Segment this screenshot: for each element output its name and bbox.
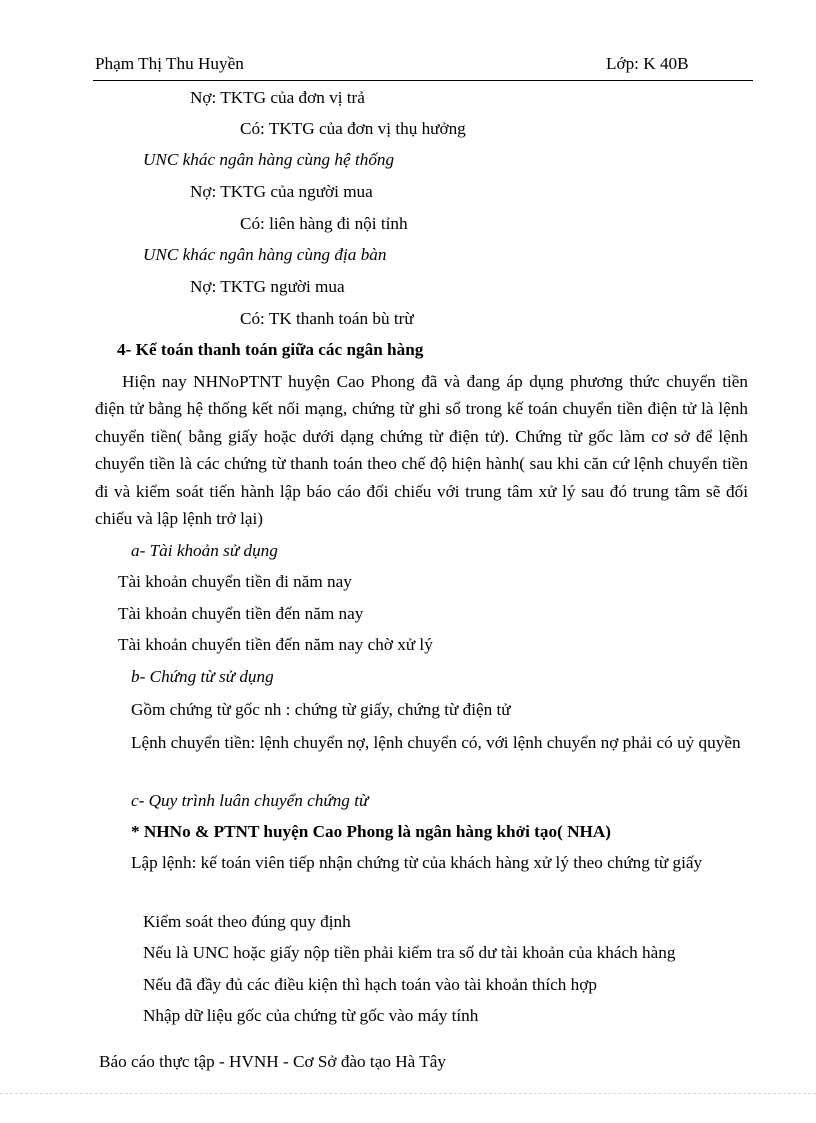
section-heading-4: 4- Kế toán thanh toán giữa các ngân hàng — [117, 340, 424, 359]
paragraph-transfer-orders: Lệnh chuyển tiền: lệnh chuyển nợ, lệnh chuyển có, với lệnh chuyển nợ phải có uỷ quyền — [131, 733, 741, 752]
subheading-b-documents: b- Chứng từ sử dụng — [131, 667, 274, 686]
step-post-account: Nếu đã đầy đủ các điều kiện thì hạch toán vào tài khoản thích hợp — [143, 975, 597, 994]
subheading-c-workflow: c- Quy trình luân chuyển chứng từ — [131, 791, 369, 810]
paragraph-transfer-method: Hiện nay NHNoPTNT huyện Cao Phong đã và đang áp dụng phương thức chuyển tiền điện tử bằng hệ thống kết nối mạng, chứng từ ghi sổ trong kế toán chuyển tiền điện tử là lệnh chuyển tiền( bằng giấy hoặc dưới dạng chứng từ điện tử). Chứng từ gốc làm cơ sở để lệnh chuyển tiền là các chứng từ thanh toán theo chế độ hiện hành( sau khi căn cứ lệnh chuyển tiền đi và kiểm soát tiến hành lập báo cáo đối chiếu với trung tâm xử lý sau đó trung tâm sẽ đối chiếu và lập lệnh trở lại) — [95, 372, 748, 529]
entry-debit-buyer-2: Nợ: TKTG người mua — [190, 277, 345, 296]
paragraph-create-order: Lập lệnh: kế toán viên tiếp nhận chứng từ của khách hàng xử lý theo chứng từ giấy — [131, 853, 703, 872]
step-enter-data: Nhập dữ liệu gốc của chứng từ gốc vào máy tính — [143, 1006, 479, 1025]
account-outgoing: Tài khoản chuyển tiền đi năm nay — [118, 572, 352, 591]
subheading-a-accounts: a- Tài khoản sử dụng — [131, 541, 278, 560]
subheading-unc-same-area: UNC khác ngân hàng cùng địa bàn — [143, 245, 387, 264]
footer-divider — [0, 1093, 816, 1094]
subheading-unc-same-system: UNC khác ngân hàng cùng hệ thống — [143, 150, 395, 169]
entry-debit-payer: Nợ: TKTG của đơn vị trả — [190, 88, 365, 107]
account-incoming-pending: Tài khoản chuyển tiền đến năm nay chờ xử lý — [118, 635, 433, 654]
header-class: Lớp: K 40B — [606, 54, 689, 73]
header-rule — [93, 80, 753, 81]
step-control: Kiểm soát theo đúng quy định — [143, 912, 351, 931]
entry-credit-interbank: Có: liên hàng đi nội tỉnh — [240, 214, 408, 233]
entry-debit-buyer: Nợ: TKTG của người mua — [190, 182, 373, 201]
step-check-balance: Nếu là UNC hoặc giấy nộp tiền phải kiểm tra số dư tài khoản của khách hàng — [143, 943, 676, 962]
entry-credit-clearing: Có: TK thanh toán bù trừ — [240, 309, 414, 328]
header-author: Phạm Thị Thu Huyền — [95, 54, 244, 73]
account-incoming: Tài khoản chuyển tiền đến năm nay — [118, 604, 364, 623]
documents-types: Gồm chứng từ gốc nh : chứng từ giấy, chứng từ điện tử — [131, 700, 511, 719]
heading-originating-bank: * NHNo & PTNT huyện Cao Phong là ngân hàng khởi tạo( NHA) — [131, 822, 612, 841]
entry-credit-beneficiary: Có: TKTG của đơn vị thụ hưởng — [240, 119, 466, 138]
footer-text: Báo cáo thực tập - HVNH - Cơ Sở đào tạo Hà Tây — [99, 1052, 446, 1071]
